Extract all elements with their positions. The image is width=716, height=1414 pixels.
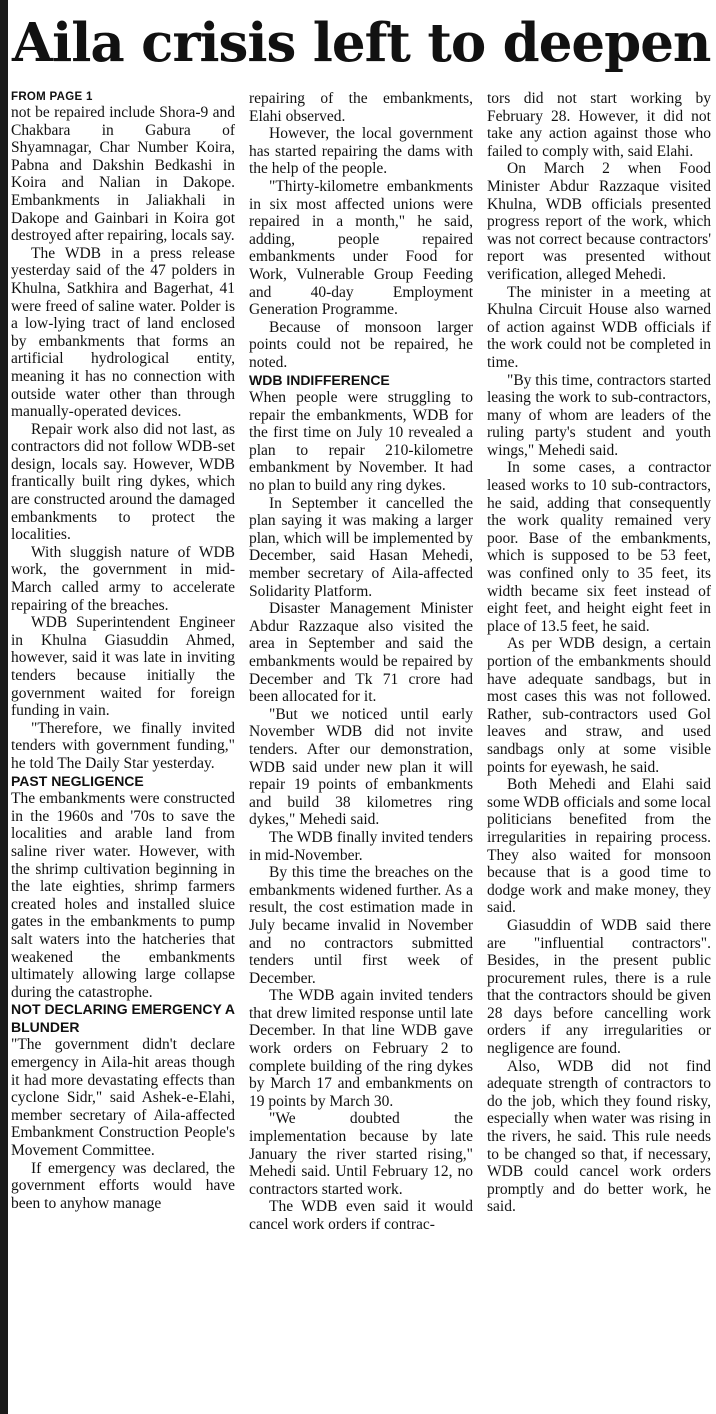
- paragraph: When people were struggling to repair the embankments, WDB for the first time on July 10 revealed a plan to repair 210-kilometre embankment by November. It had no plan to build any ring dykes.: [249, 389, 473, 495]
- paragraph: If emergency was declared, the government efforts would have been to anyhow manage: [11, 1159, 235, 1212]
- section-subhead: PAST NEGLIGENCE: [11, 772, 144, 789]
- continued-label: FROM PAGE 1: [11, 91, 93, 103]
- paragraph: The WDB even said it would cancel work orders if contrac-: [249, 1198, 473, 1233]
- paragraph: The embankments were constructed in the 1960s and '70s to save the localities and arable land from saline river water. However, with the shrimp cultivation beginning in the late eighties, shrimp farmers created holes and installed sluice gates in the embankments to pump salt waters into the hatcheries that weakened the embankments ultimately allowing large collapse during the catastrophe.: [11, 790, 235, 1001]
- article-column-3: [487, 90, 711, 1410]
- section-subhead: NOT DECLARING EMERGENCY A BLUNDER: [11, 1001, 235, 1035]
- paragraph: "The government didn't declare emergency in Aila-hit areas though it had more devastating effects than cyclone Sidr," said Ashek-e-Elahi, member secretary of Aila-affected Embankment Construction People's Movement Committee.: [11, 1036, 235, 1160]
- paragraph: "But we noticed until early November WDB did not invite tenders. After our demonstration, WDB said under new plan it will repair 19 points of embankments and build 38 kilometres ring dykes," Mehedi said.: [249, 705, 473, 829]
- paragraph: "Therefore, we finally invited tenders with government funding," he told The Daily Star yesterday.: [11, 719, 235, 772]
- paragraph: By this time the breaches on the embankments widened further. As a result, the cost estimation made in July became invalid in November and no contractors submitted tenders until first week of December.: [249, 864, 473, 987]
- paragraph: Disaster Management Minister Abdur Razzaque also visited the area in September and said the embankments would be repaired by December and Tk 71 crore had been allocated for it.: [249, 600, 473, 706]
- paragraph: As per WDB design, a certain portion of the embankments should have adequate sandbags, but in most cases this was not followed. Rather, sub-contractors used Gol leaves and straw, and used sandbags only at some visible points for eyewash, he said.: [487, 635, 711, 776]
- paragraph: Giasuddin of WDB said there are "influential contractors". Besides, in the present public procurement rules, there is a rule that the contractors should be given 28 days before cancelling work orders if any irregularities or negligence are found.: [487, 916, 711, 1058]
- paragraph: The WDB in a press release yesterday said of the 47 polders in Khulna, Satkhira and Bagerhat, 41 were freed of saline water. Polder is a low-lying tract of land enclosed by embankments that forms an artificial hydrological entity, meaning it has no connection with outside water other than through manually-operated devices.: [11, 244, 235, 421]
- paragraph: WDB Superintendent Engineer in Khulna Giasuddin Ahmed, however, said it was late in inviting tenders because initially the government waited for foreign funding in vain.: [11, 614, 235, 720]
- paragraph: "By this time, contractors started leasing the work to sub-contractors, many of whom are leaders of the ruling party's student and youth wings," Mehedi said.: [487, 371, 711, 459]
- paragraph: not be repaired include Shora-9 and Chakbara in Gabura of Shyamnagar, Char Number Koira, Pabna and Dakshin Bedkashi in Koira and Nalian in Dakope. Embankments in Jaliakhali in Dakope and Gainbari in Koira got destroyed after repairing, locals say.: [11, 104, 235, 245]
- paragraph: The minister in a meeting at Khulna Circuit House also warned of action against WDB officials if the work could not be completed in time.: [487, 283, 711, 371]
- paragraph: Both Mehedi and Elahi said some WDB officials and some local politicians benefited from the irregularities in repairing process. They also waited for monsoon because that is a good time to dodge work and make money, they said.: [487, 776, 711, 917]
- paragraph: On March 2 when Food Minister Abdur Razzaque visited Khulna, WDB officials presented progress report of the work, which was not correct because contractors' report was presented without verification, alleged Mehedi.: [487, 160, 711, 283]
- paragraph: Also, WDB did not find adequate strength of contractors to do the job, which they found risky, especially when water was rising in the rivers, he said. This rule needs to be changed so that, if necessary, WDB could cancel work orders promptly and do better work, he said.: [487, 1057, 711, 1216]
- paragraph: Repair work also did not last, as contractors did not follow WDB-set design, locals say. However, WDB frantically built ring dykes, which are constructed around the damaged embankments to protect the localities.: [11, 420, 235, 544]
- paragraph: In some cases, a contractor leased works to 10 sub-contractors, he said, adding that consequently the work quality remained very poor. Base of the embankments, which is supposed to be 53 feet, was confined only to 35 feet, its width became six feet instead of eight feet, and height eight feet in place of 13.5 feet, he said.: [487, 459, 711, 635]
- left-border-bar: [0, 0, 8, 1414]
- paragraph: tors did not start working by February 28. However, it did not take any action against those who failed to comply with, said Elahi.: [487, 90, 711, 160]
- paragraph: Because of monsoon larger points could not be repaired, he noted.: [249, 318, 473, 371]
- paragraph: The WDB finally invited tenders in mid-November.: [249, 828, 473, 864]
- paragraph: The WDB again invited tenders that drew limited response until late December. In that line WDB gave work orders on February 2 to complete building of the ring dykes by March 17 and embankments on 19 points by March 30.: [249, 987, 473, 1110]
- section-subhead: WDB INDIFFERENCE: [249, 371, 390, 388]
- paragraph: With sluggish nature of WDB work, the government in mid-March called army to accelerate repairing of the breaches.: [11, 543, 235, 614]
- paragraph: However, the local government has started repairing the dams with the help of the people.: [249, 125, 473, 178]
- article-column-1: [11, 90, 235, 1410]
- paragraph: "Thirty-kilometre embankments in six most affected unions were repaired in a month," he said, adding, people repaired embankments under Food for Work, Vulnerable Group Feeding and 40-day Employment Generation Programme.: [249, 177, 473, 319]
- article-column-2: [249, 90, 473, 1410]
- paragraph: "We doubted the implementation because by late January the river started rising," Mehedi said. Until February 12, no contractors started work.: [249, 1110, 473, 1198]
- paragraph: repairing of the embankments, Elahi observed.: [249, 90, 473, 125]
- paragraph: In September it cancelled the plan saying it was making a larger plan, which will be implemented by December, said Hasan Mehedi, member secretary of Aila-affected Solidarity Platform.: [249, 494, 473, 600]
- headline: Aila crisis left to deepen: [12, 12, 711, 74]
